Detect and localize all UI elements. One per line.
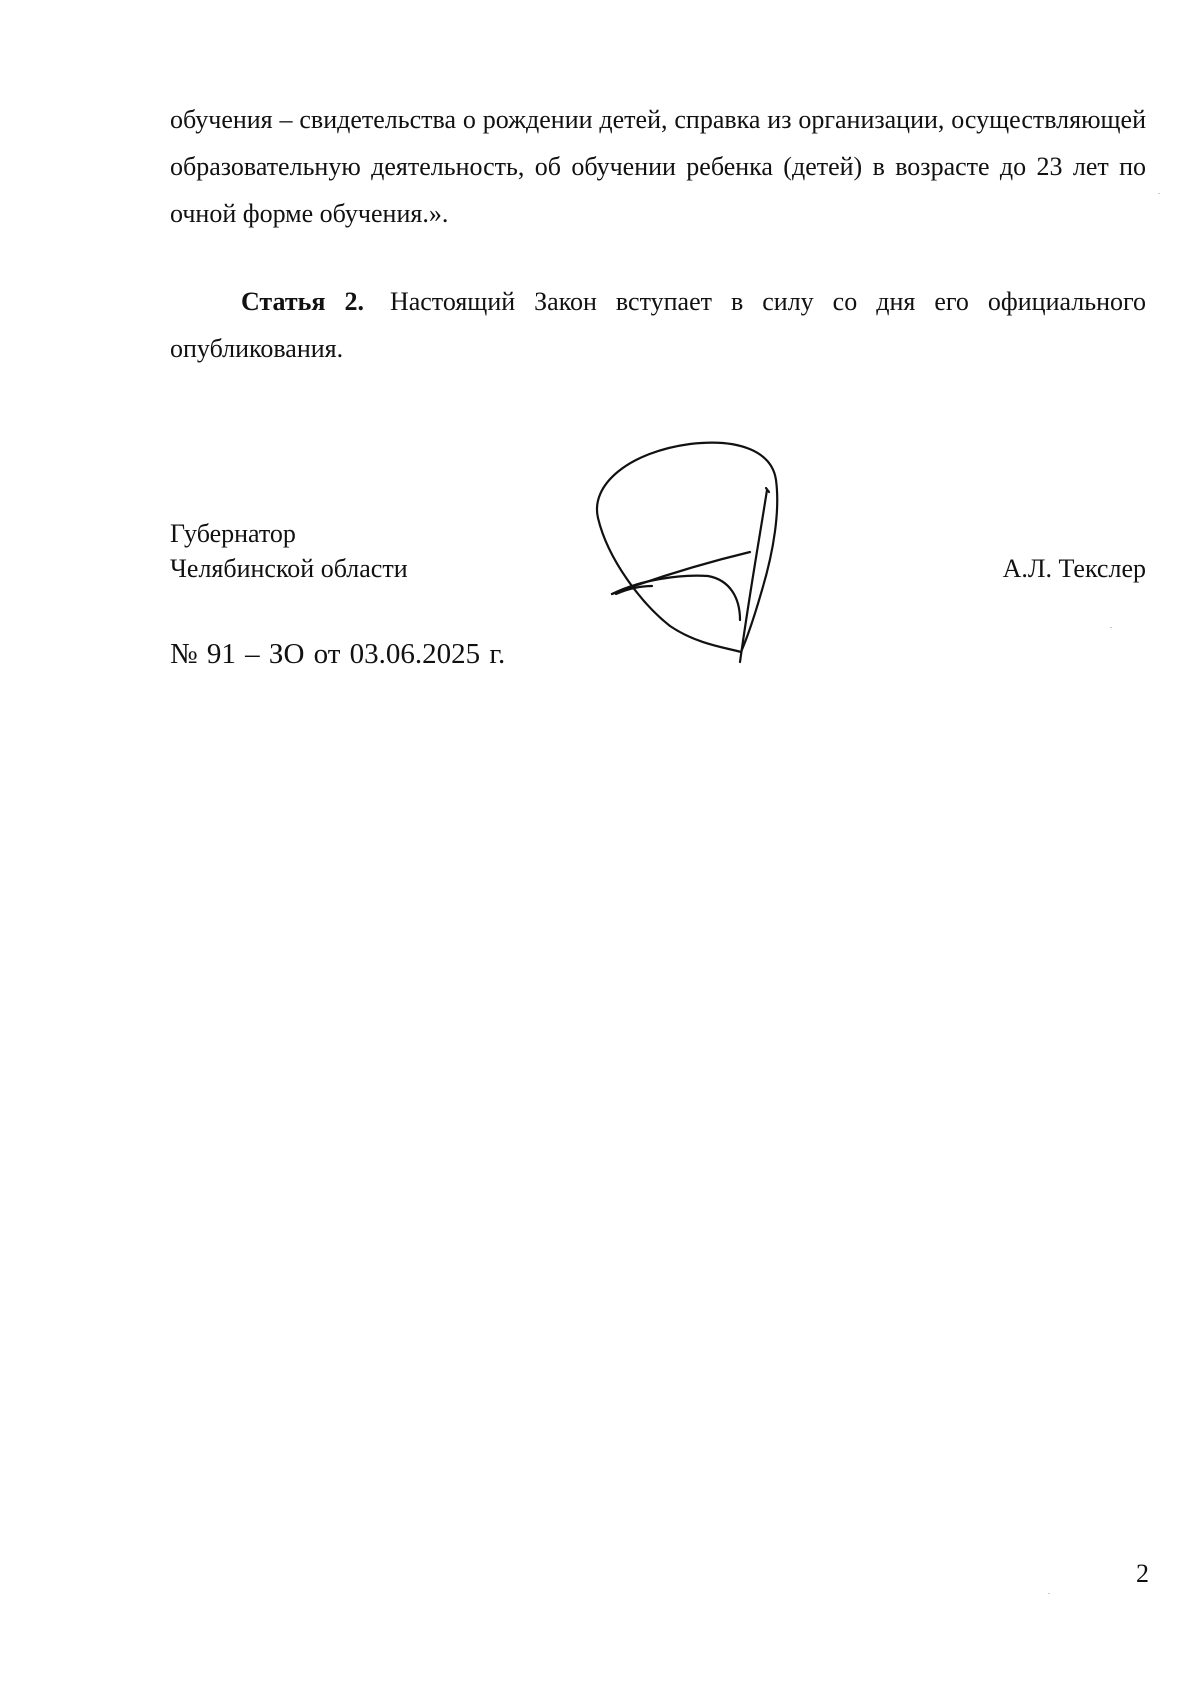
article-label: Статья 2.: [241, 287, 364, 316]
signatory-name: А.Л. Текслер: [1002, 554, 1146, 583]
signatory-position: [170, 516, 408, 586]
scan-speck: [1048, 1593, 1050, 1594]
signatory-title: Губернатор: [170, 519, 296, 548]
page-number: 2: [1136, 1559, 1149, 1588]
law-number-and-date: № 91 – ЗО от 03.06.2025 г.: [170, 638, 506, 670]
signatory-region: Челябинской области: [170, 554, 408, 583]
article-text: Настоящий Закон вступает в силу со дня его официального опубликования.: [170, 287, 1147, 363]
article-2: [170, 278, 1146, 372]
handwritten-signature-icon: [590, 440, 800, 670]
scan-speck: [1110, 627, 1112, 628]
scan-speck: [1158, 193, 1160, 194]
paragraph-continuation: обучения – свидетельства о рождении детей, справка из организации, осуществляющей образовательную деятельность, об обучении ребенка (детей) в возрасте до 23 лет по очной форме обучения.».: [170, 105, 1146, 228]
